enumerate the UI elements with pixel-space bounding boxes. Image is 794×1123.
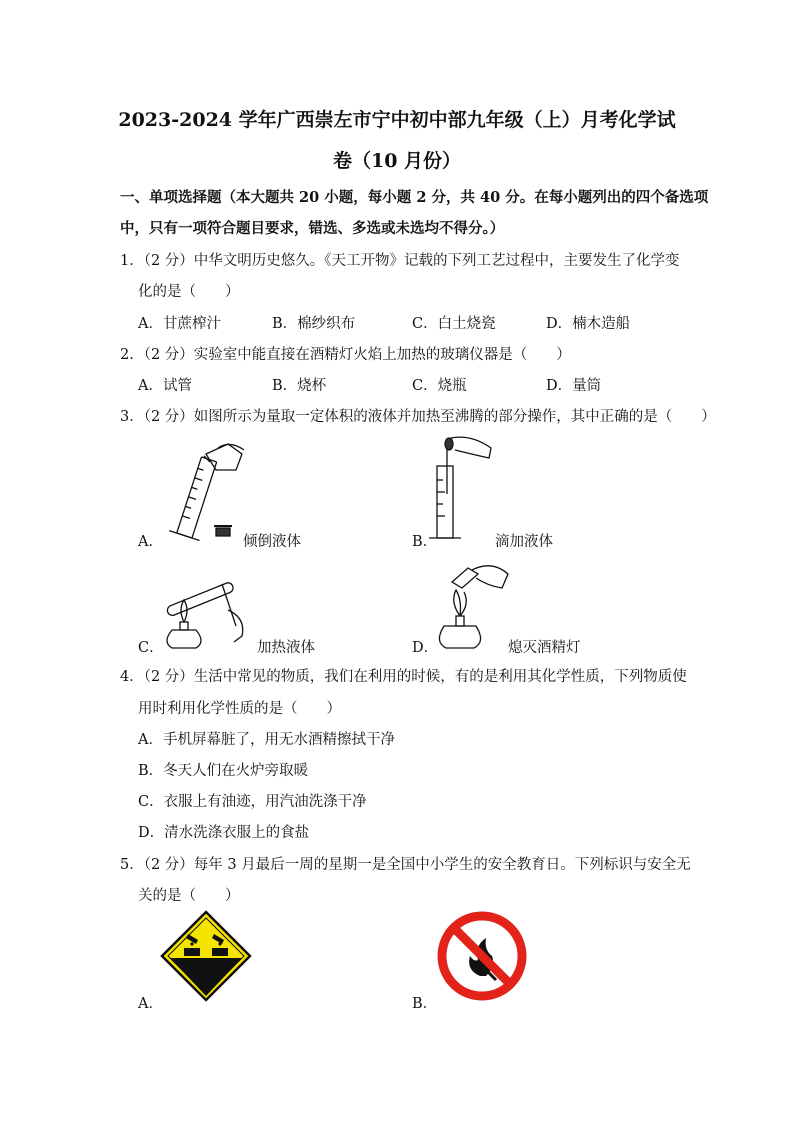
q2-option-a[interactable]: A．试管	[138, 378, 192, 394]
q3-option-b-caption: 滴加液体	[495, 534, 553, 550]
q1-stem-line1: 1．（2 分）中华文明历史悠久。《天工开物》记载的下列工艺过程中，主要发生了化学变	[120, 253, 680, 269]
q2-option-c[interactable]: C．烧瓶	[412, 378, 467, 394]
q4-option-d[interactable]: D．清水洗涤衣服上的食盐	[138, 825, 310, 841]
q1-option-c[interactable]: C．白土烧瓷	[412, 316, 496, 332]
exam-title-line1: 2023-2024 学年广西崇左市宁中初中部九年级（上）月考化学试	[118, 109, 676, 131]
q4-option-a[interactable]: A．手机屏幕脏了，用无水酒精擦拭干净	[138, 732, 395, 748]
pouring-liquid-figure	[158, 440, 250, 548]
q3-option-c-letter[interactable]: C．	[138, 640, 164, 656]
q4-stem-line1: 4．（2 分）生活中常见的物质，我们在利用的时候，有的是利用其化学性质，下列物质使	[120, 669, 687, 685]
q5-option-a[interactable]: A．	[138, 996, 163, 1012]
extinguish-lamp-figure	[432, 560, 512, 652]
q3-option-a-caption: 倾倒液体	[243, 534, 301, 550]
section-heading-line2: 中，只有一项符合题目要求，错选、多选或未选均不得分。）	[120, 220, 505, 237]
no-fire-sign-icon	[436, 910, 528, 1002]
q2-option-d[interactable]: D．量筒	[546, 378, 602, 394]
exam-title-line2: 卷（10 月份）	[332, 150, 462, 172]
q1-option-d[interactable]: D．楠木造船	[546, 316, 631, 332]
q5-stem-line2: 关的是（ ）	[138, 888, 240, 904]
q3-option-c-caption: 加热液体	[257, 640, 315, 656]
dropping-liquid-figure	[425, 436, 497, 544]
q2-stem-line1: 2．（2 分）实验室中能直接在酒精灯火焰上加热的玻璃仪器是（ ）	[120, 347, 571, 363]
q4-stem-line2: 用时利用化学性质的是（ ）	[138, 701, 341, 717]
corrosive-sign-icon	[160, 910, 252, 1002]
q1-option-a[interactable]: A．甘蔗榨汁	[138, 316, 221, 332]
q3-option-b-letter[interactable]: B．	[412, 534, 438, 550]
q2-option-b[interactable]: B．烧杯	[272, 378, 327, 394]
q4-option-c[interactable]: C．衣服上有油迹，用汽油洗涤干净	[138, 794, 367, 810]
q1-option-b[interactable]: B．棉纱织布	[272, 316, 356, 332]
q5-option-b[interactable]: B．	[412, 996, 438, 1012]
q1-stem-line2: 化的是（ ）	[138, 284, 240, 300]
q3-option-d-letter[interactable]: D．	[412, 640, 439, 656]
heating-liquid-figure	[156, 570, 256, 652]
q3-option-d-caption: 熄灭酒精灯	[508, 640, 581, 656]
q3-stem-line1: 3．（2 分）如图所示为量取一定体积的液体并加热至沸腾的部分操作，其中正确的是（ ）	[120, 409, 716, 425]
q3-option-a-letter[interactable]: A．	[138, 534, 163, 550]
section-heading-line1: 一、单项选择题（本大题共 20 小题，每小题 2 分，共 40 分。在每小题列出的四个备选项	[120, 189, 709, 206]
q4-option-b[interactable]: B．冬天人们在火炉旁取暖	[138, 763, 309, 779]
q5-stem-line1: 5．（2 分）每年 3 月最后一周的星期一是全国中小学生的安全教育日。下列标识与安全无	[120, 857, 691, 873]
